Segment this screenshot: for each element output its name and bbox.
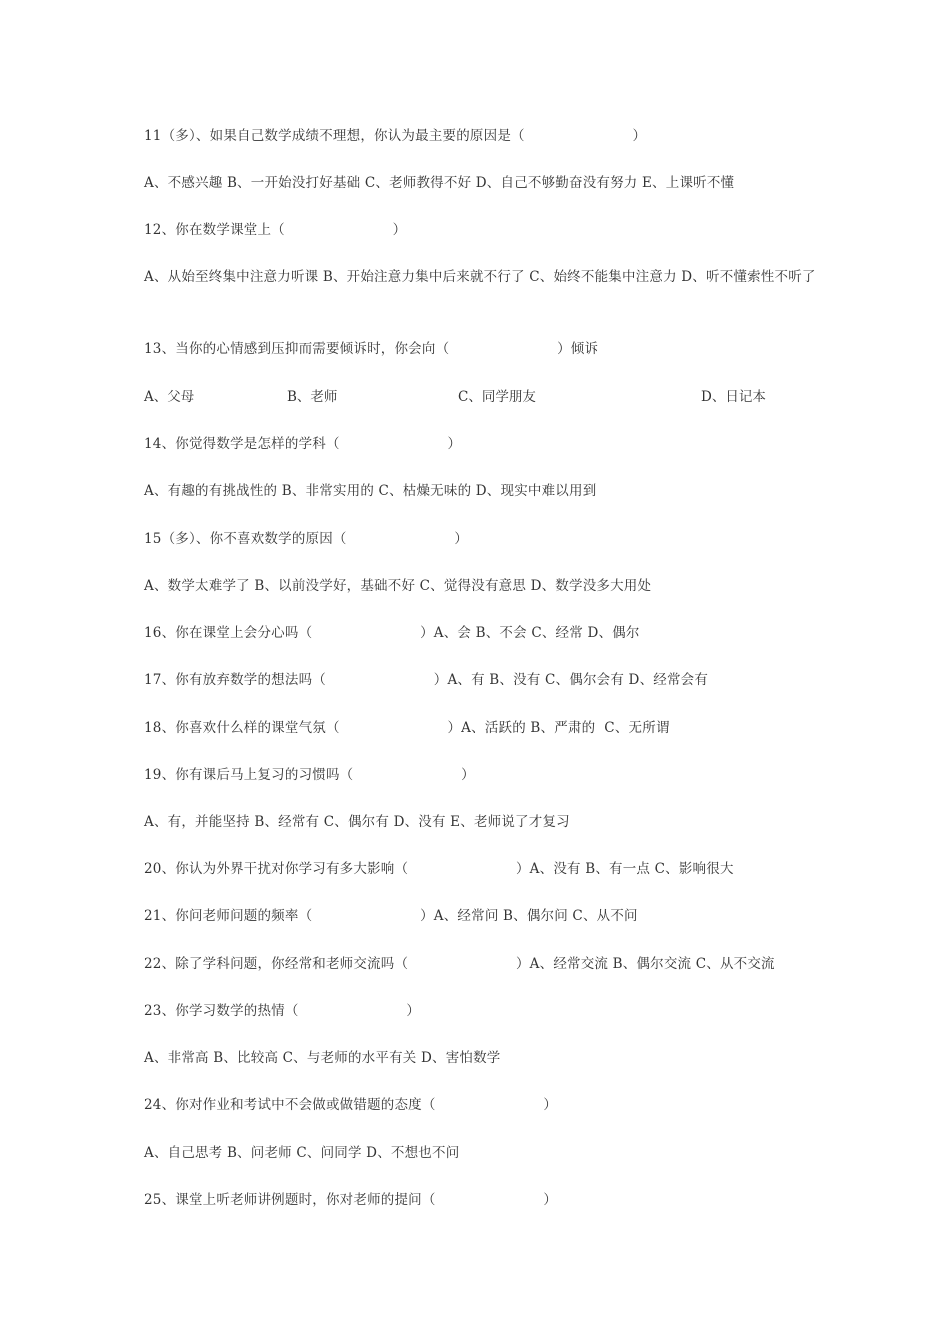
- question-23: 23、你学习数学的热情（ ）: [144, 1003, 421, 1019]
- question-12: 12、你在数学课堂上（ ）: [144, 222, 407, 238]
- question-17: 17、你有放弃数学的想法吗（ ）A、有 B、没有 C、偶尔会有 D、经常会有: [144, 672, 709, 688]
- question-13-option-b: B、老师: [287, 389, 338, 405]
- question-23-options: A、非常高 B、比较高 C、与老师的水平有关 D、害怕数学: [144, 1050, 501, 1066]
- question-19-options: A、有，并能坚持 B、经常有 C、偶尔有 D、没有 E、老师说了才复习: [144, 814, 570, 830]
- question-12-options: A、从始至终集中注意力听课 B、开始注意力集中后来就不行了 C、始终不能集中注意力 D、听不懂索性不听了: [144, 269, 816, 285]
- question-18: 18、你喜欢什么样的课堂气氛（ ）A、活跃的 B、严肃的 C、无所谓: [144, 720, 670, 736]
- question-13-option-c: C、同学朋友: [458, 389, 536, 405]
- question-20: 20、你认为外界干扰对你学习有多大影响（ ）A、没有 B、有一点 C、影响很大: [144, 861, 734, 877]
- question-14: 14、你觉得数学是怎样的学科（ ）: [144, 436, 462, 452]
- question-22: 22、除了学科问题，你经常和老师交流吗（ ）A、经常交流 B、偶尔交流 C、从不交流: [144, 956, 775, 972]
- question-24-options: A、自己思考 B、问老师 C、问同学 D、不想也不问: [144, 1145, 460, 1161]
- question-13-option-a: A、父母: [144, 389, 195, 405]
- question-24: 24、你对作业和考试中不会做或做错题的态度（ ）: [144, 1097, 558, 1113]
- question-15: 15（多）、你不喜欢数学的原因（ ）: [144, 531, 469, 547]
- question-13-option-d: D、日记本: [701, 389, 766, 405]
- question-11: 11（多）、如果自己数学成绩不理想，你认为最主要的原因是（ ）: [144, 128, 647, 144]
- question-11-options: A、不感兴趣 B、一开始没打好基础 C、老师教得不好 D、自己不够勤奋没有努力 E、上课听不懂: [144, 175, 735, 191]
- question-13: 13、当你的心情感到压抑而需要倾诉时，你会向（ ）倾诉: [144, 341, 599, 357]
- question-16: 16、你在课堂上会分心吗（ ）A、会 B、不会 C、经常 D、偶尔: [144, 625, 640, 641]
- question-21: 21、你问老师问题的频率（ ）A、经常问 B、偶尔问 C、从不问: [144, 908, 638, 924]
- question-25: 25、课堂上听老师讲例题时，你对老师的提问（ ）: [144, 1192, 558, 1208]
- question-19: 19、你有课后马上复习的习惯吗（ ）: [144, 767, 475, 783]
- question-14-options: A、有趣的有挑战性的 B、非常实用的 C、枯燥无味的 D、现实中难以用到: [144, 483, 597, 499]
- question-15-options: A、数学太难学了 B、以前没学好，基础不好 C、觉得没有意思 D、数学没多大用处: [144, 578, 652, 594]
